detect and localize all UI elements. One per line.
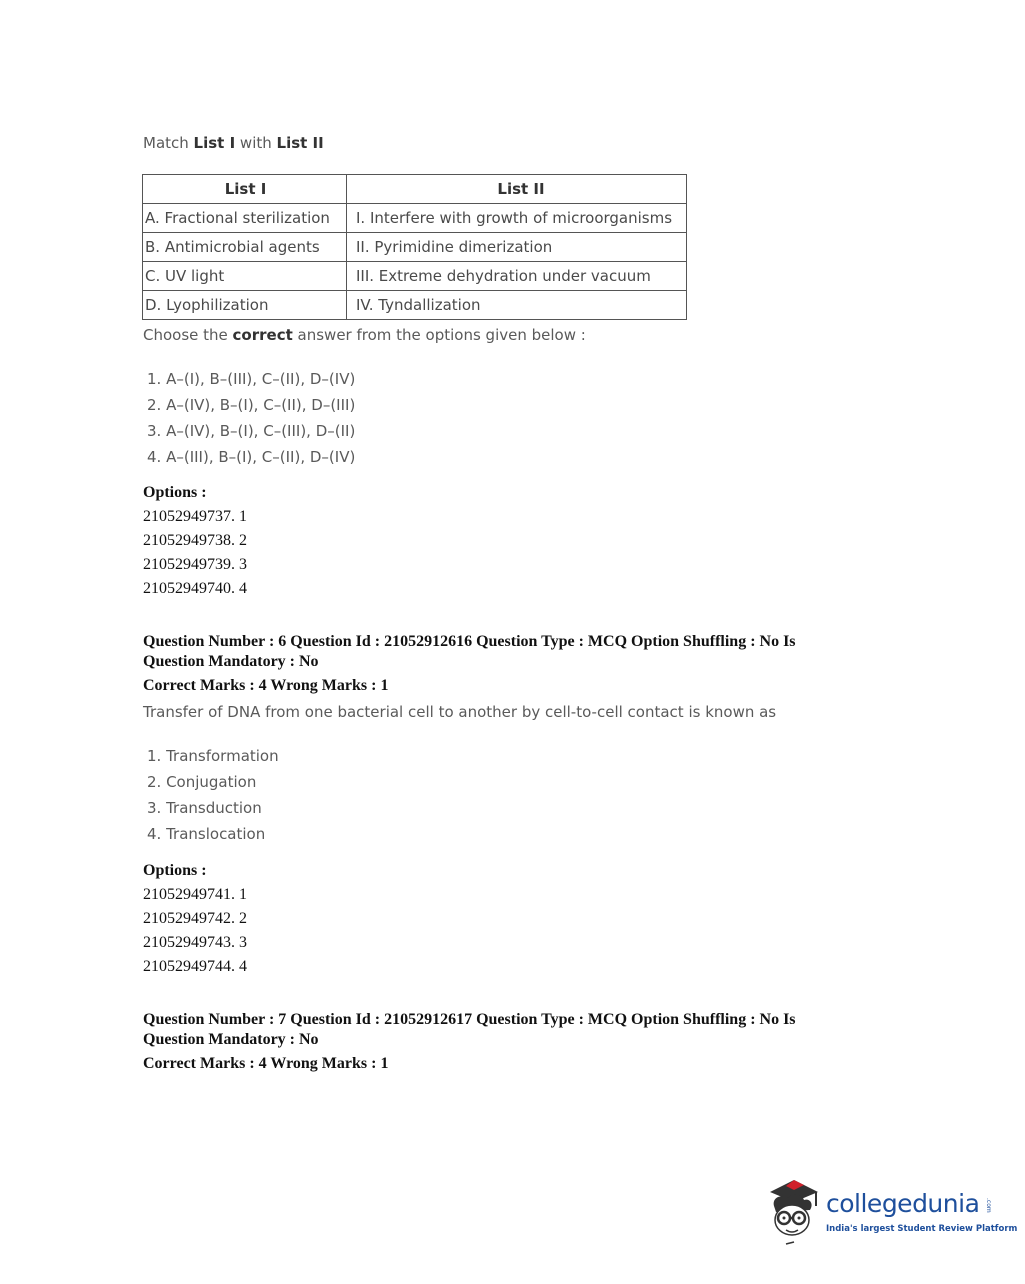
q5-choice-list xyxy=(147,366,355,470)
option-item: 21052949742. 2 xyxy=(143,910,247,927)
logo-wordmark: collegedunia xyxy=(826,1189,980,1218)
q6-question-text: Transfer of DNA from one bacterial cell to another by cell-to-cell contact is known as xyxy=(143,703,777,721)
question-meta-line: Question Number : 7 Question Id : 21052912617 Question Type : MCQ Option Shuffling : No Is xyxy=(143,1011,796,1028)
q5-options xyxy=(143,481,247,601)
option-item: 21052949738. 2 xyxy=(143,532,247,549)
list-item: 1. Transformation xyxy=(147,747,279,765)
match-table xyxy=(142,174,687,320)
option-item: 21052949743. 3 xyxy=(143,934,247,951)
list-item: 3. Transduction xyxy=(147,799,262,817)
question-meta-line: Question Mandatory : No xyxy=(143,1031,319,1048)
q5-intro: Match List I with List II xyxy=(143,134,324,152)
table-row xyxy=(143,291,687,320)
option-item: 21052949741. 1 xyxy=(143,886,247,903)
table-header-list2: List II xyxy=(347,175,687,204)
table-header-row xyxy=(143,175,687,204)
question-meta-line: Question Mandatory : No xyxy=(143,653,319,670)
list-item: 3. A–(IV), B–(I), C–(III), D–(II) xyxy=(147,422,356,440)
option-item: 21052949744. 4 xyxy=(143,958,247,975)
table-cell: IV. Tyndallization xyxy=(347,291,687,320)
q6-meta xyxy=(143,632,863,696)
options-heading: Options : xyxy=(143,484,207,501)
table-cell: I. Interfere with growth of microorganisms xyxy=(347,204,687,233)
table-row xyxy=(143,233,687,262)
q6-options xyxy=(143,859,247,979)
table-cell: D. Lyophilization xyxy=(143,291,347,320)
q5-instruction: Choose the correct answer from the options given below : xyxy=(143,326,586,344)
table-row xyxy=(143,262,687,291)
q7-meta xyxy=(143,1010,863,1074)
mascot-icon xyxy=(764,1176,826,1248)
option-item: 21052949737. 1 xyxy=(143,508,247,525)
list-item: 1. A–(I), B–(III), C–(II), D–(IV) xyxy=(147,370,356,388)
table-row xyxy=(143,204,687,233)
list-item: 4. Translocation xyxy=(147,825,266,843)
table-cell: A. Fractional sterilization xyxy=(143,204,347,233)
question-marks: Correct Marks : 4 Wrong Marks : 1 xyxy=(143,677,389,694)
list-item: 4. A–(III), B–(I), C–(II), D–(IV) xyxy=(147,448,356,466)
table-cell: II. Pyrimidine dimerization xyxy=(347,233,687,262)
q6-choice-list xyxy=(147,743,279,847)
options-heading: Options : xyxy=(143,862,207,879)
question-marks: Correct Marks : 4 Wrong Marks : 1 xyxy=(143,1055,389,1072)
logo-suffix: .com xyxy=(985,1198,992,1213)
question-meta-line: Question Number : 6 Question Id : 21052912616 Question Type : MCQ Option Shuffling : No Is xyxy=(143,633,796,650)
table-cell: B. Antimicrobial agents xyxy=(143,233,347,262)
option-item: 21052949740. 4 xyxy=(143,580,247,597)
table-cell: C. UV light xyxy=(143,262,347,291)
option-item: 21052949739. 3 xyxy=(143,556,247,573)
table-cell: III. Extreme dehydration under vacuum xyxy=(347,262,687,291)
list-item: 2. Conjugation xyxy=(147,773,257,791)
table-header-list1: List I xyxy=(143,175,347,204)
list-item: 2. A–(IV), B–(I), C–(II), D–(III) xyxy=(147,396,356,414)
logo-tagline: India's largest Student Review Platform xyxy=(826,1224,1018,1234)
